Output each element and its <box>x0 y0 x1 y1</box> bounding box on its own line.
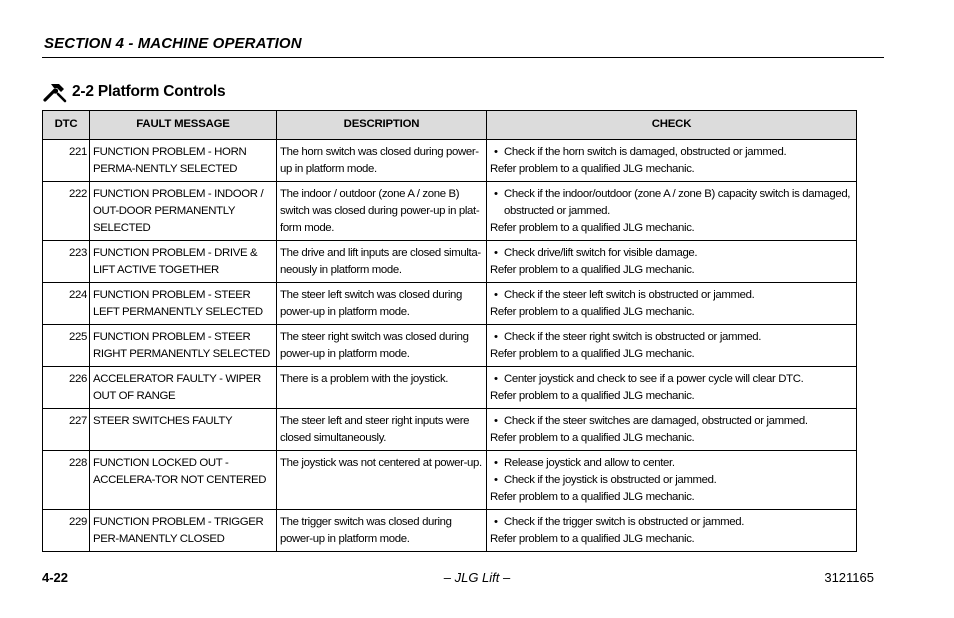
dtc-code: 222 <box>43 182 90 241</box>
check-item: • Check if the horn switch is damaged, obstructed or jammed. <box>504 144 854 161</box>
description: The steer left and steer right inputs were closed simultaneously. <box>277 409 487 451</box>
column-header-fault-message: FAULT MESSAGE <box>90 111 277 140</box>
dtc-code: 227 <box>43 409 90 451</box>
description: There is a problem with the joystick. <box>277 367 487 409</box>
check-cell <box>487 367 857 409</box>
column-header-check: CHECK <box>487 111 857 140</box>
check-item: • Check drive/lift switch for visible damage. <box>504 245 854 262</box>
page-number: 4-22 <box>42 570 69 585</box>
table-row <box>43 510 857 552</box>
table-row <box>43 409 857 451</box>
document-number: 3121165 <box>824 570 874 585</box>
description: The joystick was not centered at power-up. <box>277 451 487 510</box>
check-cell <box>487 140 857 182</box>
refer-text: Refer problem to a qualified JLG mechanic. <box>490 390 695 402</box>
check-cell <box>487 283 857 325</box>
description: The horn switch was closed during power-up in platform mode. <box>277 140 487 182</box>
table-row <box>43 283 857 325</box>
column-header-description: DESCRIPTION <box>277 111 487 140</box>
fault-message: FUNCTION PROBLEM - STEER LEFT PERMANENTLY SELECTED <box>90 283 277 325</box>
dtc-code: 225 <box>43 325 90 367</box>
fault-message: FUNCTION PROBLEM - TRIGGER PER-MANENTLY CLOSED <box>90 510 277 552</box>
fault-message: FUNCTION PROBLEM - STEER RIGHT PERMANENTLY SELECTED <box>90 325 277 367</box>
fault-message: FUNCTION PROBLEM - DRIVE & LIFT ACTIVE TOGETHER <box>90 241 277 283</box>
dtc-code: 221 <box>43 140 90 182</box>
check-cell <box>487 510 857 552</box>
refer-text: Refer problem to a qualified JLG mechanic. <box>490 491 695 503</box>
section-title: SECTION 4 - MACHINE OPERATION <box>44 35 302 52</box>
refer-text: Refer problem to a qualified JLG mechanic. <box>490 432 695 444</box>
table-row <box>43 451 857 510</box>
fault-message: FUNCTION PROBLEM - HORN PERMA-NENTLY SELECTED <box>90 140 277 182</box>
wrench-hammer-icon <box>42 80 68 104</box>
check-item: • Check if the steer left switch is obstructed or jammed. <box>504 287 854 304</box>
refer-text: Refer problem to a qualified JLG mechanic. <box>490 222 695 234</box>
refer-text: Refer problem to a qualified JLG mechanic. <box>490 533 695 545</box>
check-item: • Check if the indoor/outdoor (zone A / zone B) capacity switch is damaged, obstructed or jammed. <box>504 186 854 220</box>
check-cell <box>487 325 857 367</box>
subsection-title: 2-2 Platform Controls <box>72 83 226 100</box>
refer-text: Refer problem to a qualified JLG mechanic. <box>490 348 695 360</box>
dtc-code: 224 <box>43 283 90 325</box>
description: The trigger switch was closed during power-up in platform mode. <box>277 510 487 552</box>
dtc-table <box>42 110 857 552</box>
table-row <box>43 367 857 409</box>
check-cell <box>487 451 857 510</box>
header-divider <box>42 57 884 58</box>
fault-message: FUNCTION LOCKED OUT - ACCELERA-TOR NOT CENTERED <box>90 451 277 510</box>
fault-message: ACCELERATOR FAULTY - WIPER OUT OF RANGE <box>90 367 277 409</box>
table-row <box>43 241 857 283</box>
dtc-code: 228 <box>43 451 90 510</box>
check-item: • Check if the joystick is obstructed or jammed. <box>504 472 854 489</box>
dtc-code: 229 <box>43 510 90 552</box>
refer-text: Refer problem to a qualified JLG mechanic. <box>490 306 695 318</box>
fault-message: FUNCTION PROBLEM - INDOOR / OUT-DOOR PERMANENTLY SELECTED <box>90 182 277 241</box>
refer-text: Refer problem to a qualified JLG mechanic. <box>490 163 695 175</box>
subsection-heading <box>42 80 225 104</box>
check-item: • Check if the steer switches are damaged, obstructed or jammed. <box>504 413 854 430</box>
check-item: • Release joystick and allow to center. <box>504 455 854 472</box>
table-row <box>43 182 857 241</box>
check-cell <box>487 182 857 241</box>
check-cell <box>487 241 857 283</box>
fault-message: STEER SWITCHES FAULTY <box>90 409 277 451</box>
description: The indoor / outdoor (zone A / zone B) switch was closed during power-up in plat-form mode. <box>277 182 487 241</box>
check-item: • Center joystick and check to see if a power cycle will clear DTC. <box>504 371 854 388</box>
dtc-code: 223 <box>43 241 90 283</box>
table-row <box>43 140 857 182</box>
description: The drive and lift inputs are closed simulta-neously in platform mode. <box>277 241 487 283</box>
table-row <box>43 325 857 367</box>
table-header-row <box>43 111 857 140</box>
refer-text: Refer problem to a qualified JLG mechanic. <box>490 264 695 276</box>
check-item: • Check if the trigger switch is obstructed or jammed. <box>504 514 854 531</box>
description: The steer left switch was closed during power-up in platform mode. <box>277 283 487 325</box>
description: The steer right switch was closed during power-up in platform mode. <box>277 325 487 367</box>
check-item: • Check if the steer right switch is obstructed or jammed. <box>504 329 854 346</box>
dtc-code: 226 <box>43 367 90 409</box>
footer-title: – JLG Lift – <box>443 570 511 585</box>
column-header-dtc: DTC <box>43 111 90 140</box>
check-cell <box>487 409 857 451</box>
